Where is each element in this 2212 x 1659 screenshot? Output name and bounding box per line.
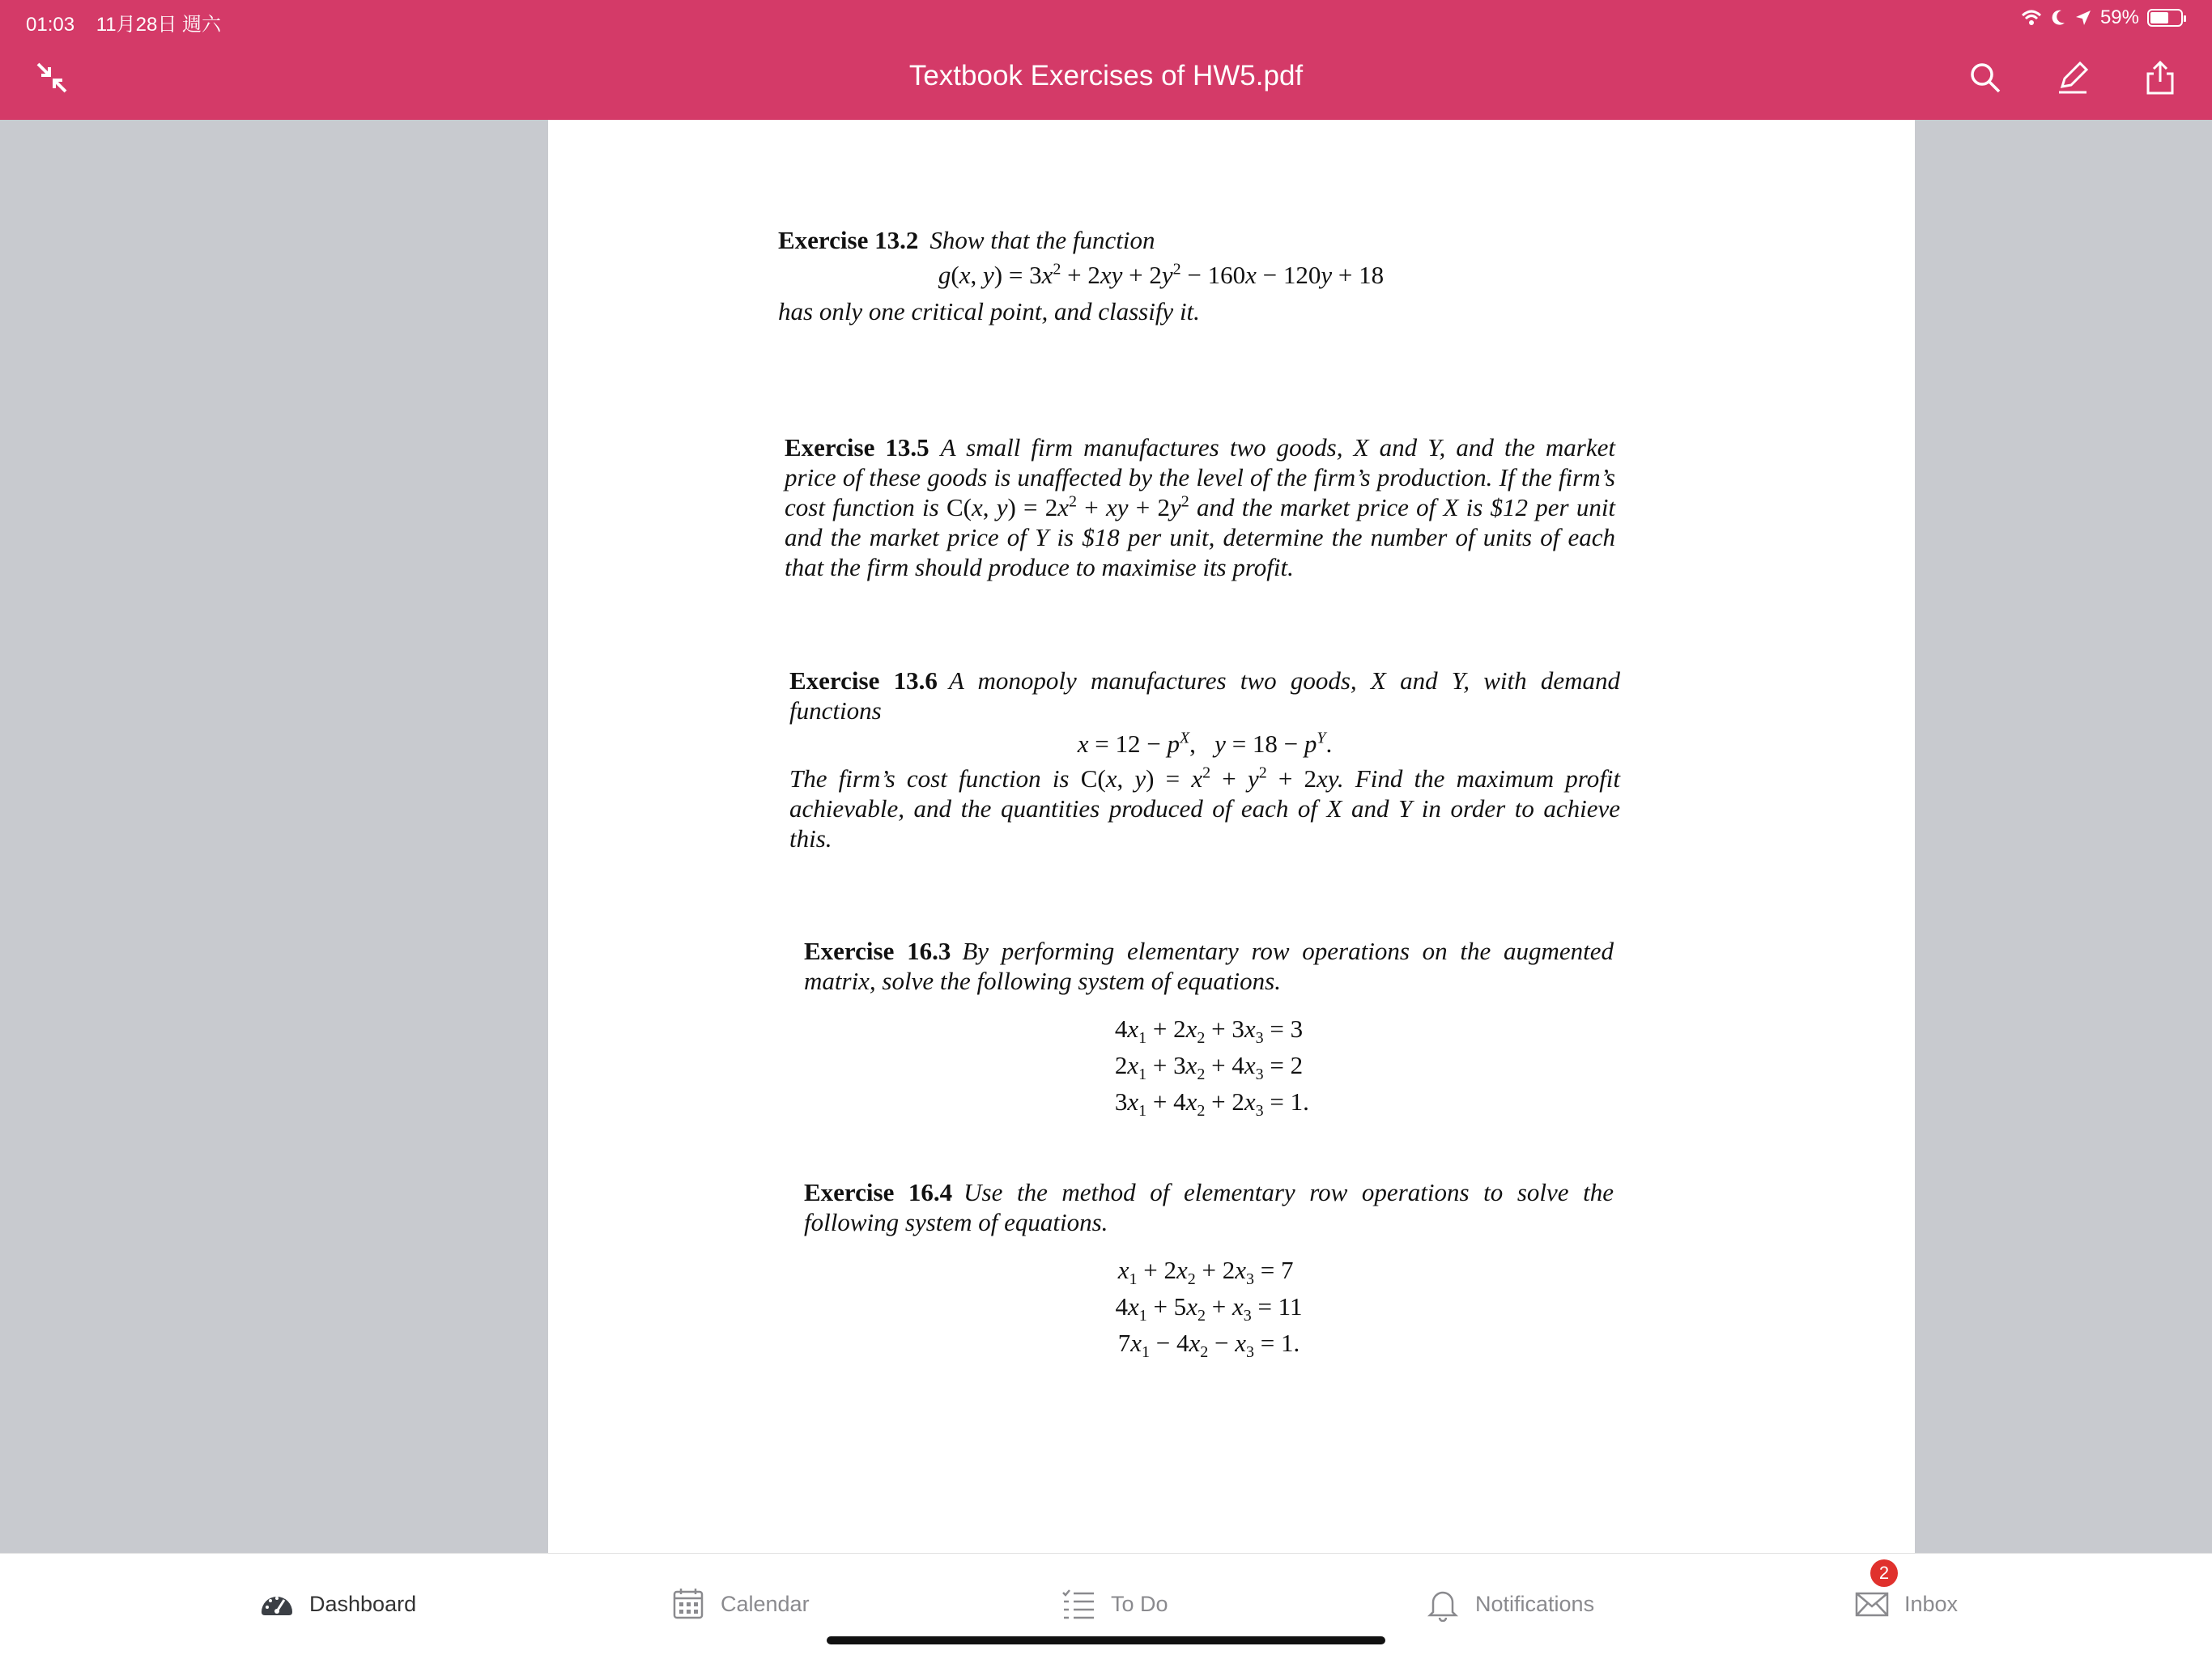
- exercise-text: A small firm manufactures two goods, X and Y, and the market price of these goods is unaffected by the level of the firm’s production. If the firm’s cost function is: [785, 433, 1615, 521]
- cost-function: C(x, $y) = 2x^2$ + xy + $2y^2$: [946, 492, 1189, 521]
- tab-notifications[interactable]: [1425, 1581, 1594, 1627]
- status-bar-left: [26, 8, 237, 36]
- exercise-text-2: and the market price of X is $12 per unit and the market price of Y is $18 per unit, determine the number of units of each that the firm should produce to maximise its profit.: [785, 493, 1616, 581]
- annotate-button[interactable]: [2050, 55, 2095, 100]
- tab-dashboard[interactable]: [259, 1581, 416, 1627]
- battery-percent: 59%: [2099, 6, 2139, 28]
- exercise-text-3: . Find the maximum profit achievable, and the quantities produced of each of X and Y in order to achieve this.: [789, 764, 1621, 853]
- bell-icon: [1425, 1586, 1461, 1622]
- exercise-text: By performing elementary row operations on the augmented matrix, solve the following system of equations.: [804, 937, 1614, 995]
- status-bar-right: [2021, 6, 2183, 29]
- status-time: 01:03: [26, 14, 75, 36]
- equation: g(x, $y) = 3x^2 + 2xy + 2y^2 - 160x - 120y + 18$: [938, 260, 1385, 289]
- exercise-16-3: [804, 936, 1614, 1120]
- tab-label: To Do: [1111, 1591, 1168, 1616]
- exercise-text: Use the method of elementary row operations to solve the following system of equations.: [804, 1178, 1614, 1236]
- equation-row: $7x_1 - 4x_2 - x_3 = 1$.: [1117, 1329, 1300, 1362]
- share-button[interactable]: [2138, 55, 2183, 100]
- exercise-label: Exercise 13.5: [785, 433, 929, 462]
- pdf-page[interactable]: [548, 120, 1915, 1553]
- exercise-16-4: [804, 1177, 1614, 1361]
- equation-row: $2x_1 + 3x_2 + 4x_3 = 2$: [1114, 1051, 1304, 1084]
- equation-row: $4x_1 + 5x_2 + x_3 = 11$: [1115, 1292, 1303, 1325]
- equation-system: [804, 1252, 1614, 1361]
- exercise-13-5: [785, 432, 1615, 582]
- exercise-13-2: [778, 225, 1609, 326]
- exercise-text: A monopoly manufactures two goods, X and Y, with demand functions: [789, 666, 1620, 725]
- share-icon: [2142, 59, 2179, 96]
- equation-system: [804, 1010, 1614, 1120]
- tab-inbox[interactable]: [1854, 1581, 1958, 1627]
- exercise-text-2: The firm’s cost function is: [789, 764, 1070, 793]
- exercise-label: Exercise 13.6: [789, 666, 938, 695]
- demand-equations: $x = 12 - p^X$, $y = 18 - p^Y$.: [1077, 729, 1333, 758]
- moon-icon: [2050, 9, 2066, 27]
- calendar-icon: [670, 1586, 706, 1622]
- exercise-label: Exercise 16.4: [804, 1178, 953, 1206]
- exercise-label: Exercise 16.3: [804, 937, 951, 965]
- home-indicator[interactable]: [827, 1636, 1385, 1644]
- equation-row: $3x_1 + 4x_2 + 2x_3 = 1$.: [1108, 1087, 1309, 1121]
- tab-label: Inbox: [1904, 1591, 1959, 1616]
- exercise-text: Show that the function: [929, 226, 1155, 254]
- mail-icon: [1854, 1586, 1890, 1622]
- dashboard-icon: [259, 1586, 295, 1622]
- document-title: Textbook Exercises of HW5.pdf: [908, 60, 1304, 91]
- tab-label: Calendar: [721, 1591, 810, 1616]
- exercise-text-2: has only one critical point, and classify it.: [778, 297, 1200, 325]
- search-button[interactable]: [1963, 55, 2008, 100]
- exercise-label: Exercise 13.2: [778, 226, 919, 254]
- wifi-icon: [2021, 9, 2042, 27]
- status-date: 11月28日 週六: [96, 14, 222, 36]
- battery-icon: [2147, 9, 2183, 27]
- exercise-13-6: [789, 666, 1620, 853]
- tab-label: Notifications: [1475, 1591, 1595, 1616]
- inbox-badge: 2: [1870, 1559, 1898, 1587]
- equation-row: $4x_1 + 2x_2 + 3x_3 = 3$: [1114, 1015, 1304, 1048]
- todo-list-icon: [1061, 1586, 1096, 1622]
- cost-function: C(x, $y) = x^2 + y^2 + 2xy$: [1080, 764, 1338, 793]
- tab-todo[interactable]: [1061, 1581, 1168, 1627]
- pencil-icon: [2054, 59, 2091, 96]
- tab-calendar[interactable]: [670, 1581, 810, 1627]
- tab-label: Dashboard: [309, 1591, 417, 1616]
- search-icon: [1967, 59, 2004, 96]
- equation-row: $x_1 + 2x_2 + 2x_3 = 7$: [1117, 1256, 1300, 1289]
- location-icon: [2074, 9, 2092, 27]
- top-bar: [0, 0, 2212, 120]
